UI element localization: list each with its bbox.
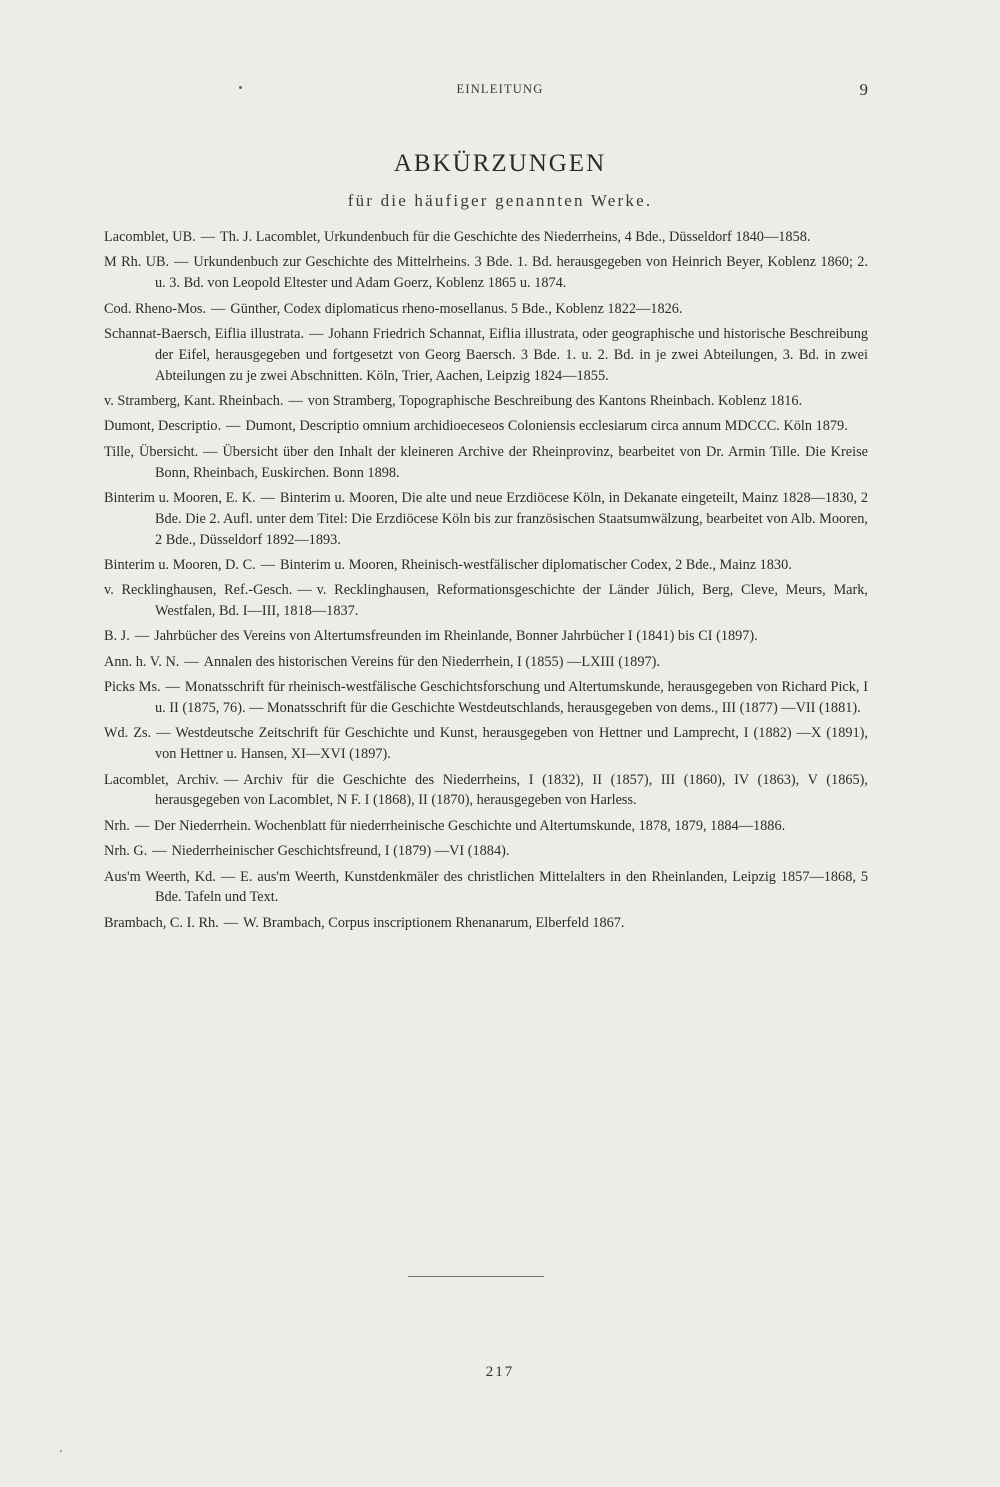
abbreviation: Nrh.: [104, 817, 130, 834]
dash-separator: —: [223, 914, 239, 931]
abbreviation: Lacomblet, UB.: [104, 229, 196, 245]
abbreviation: B. J.: [104, 628, 130, 645]
abbreviation: Picks Ms.: [104, 679, 161, 696]
dash-separator: —: [156, 725, 171, 742]
abbreviation: Ann. h. V. N.: [104, 653, 180, 670]
abbreviation: Cod. Rheno-Mos.: [104, 300, 207, 317]
abbreviation-expansion: Binterim u. Mooren, Rheinisch-westfälischer diplomatischer Codex, 2 Bde., Mainz 1830.: [280, 556, 792, 573]
abbreviation-expansion: E. aus'm Weerth, Kunstdenkmäler des christlichen Mittelalters in den Rheinlanden, Leipzig 1857—1868, 5 Bde. Tafeln und Text.: [155, 868, 868, 906]
abbreviation-expansion: v. Recklinghausen, Reformationsgeschichte der Länder Jülich, Berg, Cleve, Meurs, Mark, Westfalen, Bd. I—III, 1818—1837.: [155, 582, 868, 620]
abbreviation-expansion: Niederrheinischer Geschichtsfreund, I (1879) —VI (1884).: [171, 843, 510, 860]
abbreviation-expansion: Urkundenbuch zur Geschichte des Mittelrheins. 3 Bde. 1. Bd. herausgegeben von Heinrich Beyer, Koblenz 1860; 2. u. 3. Bd. von Leopold Eltester und Adam Goerz, Koblenz 1865 u. 1874.: [155, 254, 868, 292]
dash-separator: —: [174, 254, 189, 271]
list-item: [104, 841, 868, 862]
section-subtitle: für die häufiger genannten Werke.: [347, 191, 653, 210]
dash-separator: —: [134, 628, 150, 645]
list-item: [104, 723, 868, 765]
abbreviation: Binterim u. Mooren, E. K.: [104, 489, 256, 506]
list-item: [104, 770, 868, 812]
dash-separator: —: [200, 229, 216, 245]
list-item: [104, 626, 868, 647]
print-speck: [239, 86, 242, 89]
list-item: [104, 299, 868, 320]
list-item: [104, 677, 868, 719]
list-item: [104, 442, 868, 484]
dash-separator: —: [260, 556, 275, 573]
list-item: [104, 391, 868, 412]
abbreviation-expansion: Übersicht über den Inhalt der kleineren Archive der Rheinprovinz, bearbeitet von Dr. Armin Tille. Die Kreise Bonn, Rheinbach, Euskirchen. Bonn 1898.: [155, 443, 868, 481]
dash-separator: —: [297, 582, 312, 599]
list-item: [104, 324, 868, 386]
abbreviation: Wd. Zs.: [104, 725, 152, 742]
abbreviation: Tille, Übersicht.: [104, 443, 199, 460]
abbreviation-list: [104, 227, 868, 938]
list-item: [104, 652, 868, 673]
dash-separator: —: [288, 392, 303, 409]
abbreviation-expansion: Binterim u. Mooren, Die alte und neue Erzdiöcese Köln, in Dekanate eingeteilt, Mainz 1828—1830, 2 Bde. Die 2. Aufl. unter dem Titel: Die Erzdiöcese Köln bis zur französischen Staatsumwälzung, bearbeitet von Alb. Mooren, 2 Bde., Düsseldorf 1892—1893.: [155, 489, 868, 548]
list-item: [104, 252, 868, 294]
dash-separator: —: [152, 843, 167, 860]
abbreviation-expansion: Archiv für die Geschichte des Niederrheins, I (1832), II (1857), III (1860), IV (1863), V (1865), herausgegeben von Lacomblet, N F. I (1868), II (1870), herausgegeben von Harless.: [155, 771, 868, 809]
dash-separator: —: [211, 300, 226, 317]
list-item: [104, 913, 868, 934]
list-item: [104, 580, 868, 622]
dash-separator: —: [184, 653, 199, 670]
abbreviation: Schannat-Baersch, Eiflia illustrata.: [104, 325, 305, 342]
abbreviation-expansion: Günther, Codex diplomaticus rheno-mosellanus. 5 Bde., Koblenz 1822—1826.: [230, 300, 683, 317]
list-item: [104, 867, 868, 909]
footer-divider: [408, 1276, 544, 1277]
dash-separator: —: [309, 325, 324, 342]
list-item: [104, 227, 868, 248]
list-item: [104, 416, 868, 437]
folio-number: 217: [485, 1364, 515, 1380]
abbreviation-expansion: Dumont, Descriptio omnium archidioeceseos Coloniensis ecclesiarum circa annum MDCCC. Köln 1879.: [245, 418, 848, 435]
abbreviation-expansion: von Stramberg, Topographische Beschreibung des Kantons Rheinbach. Koblenz 1816.: [307, 392, 803, 409]
print-speck: [60, 1450, 62, 1452]
dash-separator: —: [134, 817, 150, 834]
dash-separator: —: [203, 443, 218, 460]
abbreviation: v. Stramberg, Kant. Rheinbach.: [104, 392, 284, 409]
abbreviation-expansion: Johann Friedrich Schannat, Eiflia illustrata, oder geographische und historische Beschreibung der Eifel, herausgegeben und fortgesetzt von Georg Baersch. 3 Bde. 1. u. 2. Bd. in je zwei Abteilungen, 3. Bd. in zwei Abteilungen zu je zwei Abschnitten. Köln, Trier, Aachen, Leipzig 1824—1855.: [155, 325, 868, 384]
page-number: 9: [859, 80, 868, 99]
dash-separator: —: [226, 418, 241, 435]
abbreviation-expansion: W. Brambach, Corpus inscriptionem Rhenanarum, Elberfeld 1867.: [243, 914, 625, 931]
abbreviation: Dumont, Descriptio.: [104, 418, 222, 435]
abbreviation: Brambach, C. I. Rh.: [104, 914, 219, 931]
abbreviation: Binterim u. Mooren, D. C.: [104, 556, 256, 573]
dash-separator: —: [165, 679, 180, 696]
abbreviation: v. Recklinghausen, Ref.-Gesch.: [104, 582, 293, 599]
list-item: [104, 816, 868, 837]
abbreviation: M Rh. UB.: [104, 254, 170, 271]
abbreviation-expansion: Westdeutsche Zeitschrift für Geschichte und Kunst, herausgegeben von Hettner und Lamprecht, I (1882) —X (1891), von Hettner u. Hansen, XI—XVI (1897).: [155, 725, 868, 763]
dash-separator: —: [223, 771, 239, 788]
list-item: [104, 555, 868, 576]
abbreviation: Lacomblet, Archiv.: [104, 771, 219, 788]
abbreviation-expansion: Der Niederrhein. Wochenblatt für niederrheinische Geschichte und Altertumskunde, 1878, 1879, 1884—1886.: [154, 817, 786, 834]
abbreviation-expansion: Monatsschrift für rheinisch-westfälische Geschichtsforschung und Altertumskunde, herausgegeben von Richard Pick, I u. II (1875, 76). — Monatsschrift für die Geschichte Westdeutschlands, herausgegeben von dems., III (1877) —VII (1881).: [155, 679, 869, 717]
abbreviation-expansion: Th. J. Lacomblet, Urkundenbuch für die Geschichte des Niederrheins, 4 Bde., Düsseldorf 1840—1858.: [220, 229, 811, 245]
abbreviation-expansion: Jahrbücher des Vereins von Altertumsfreunden im Rheinlande, Bonner Jahrbücher I (1841) bis CI (1897).: [154, 628, 758, 645]
running-title: EINLEITUNG: [456, 82, 544, 96]
running-header: [0, 82, 1000, 102]
section-title: ABKÜRZUNGEN: [393, 150, 607, 177]
abbreviation-expansion: Annalen des historischen Vereins für den Niederrhein, I (1855) —LXIII (1897).: [203, 653, 660, 670]
dash-separator: —: [260, 489, 275, 506]
abbreviation: Nrh. G.: [104, 843, 148, 860]
dash-separator: —: [220, 868, 236, 885]
list-item: [104, 488, 868, 550]
abbreviation: Aus'm Weerth, Kd.: [104, 868, 216, 885]
